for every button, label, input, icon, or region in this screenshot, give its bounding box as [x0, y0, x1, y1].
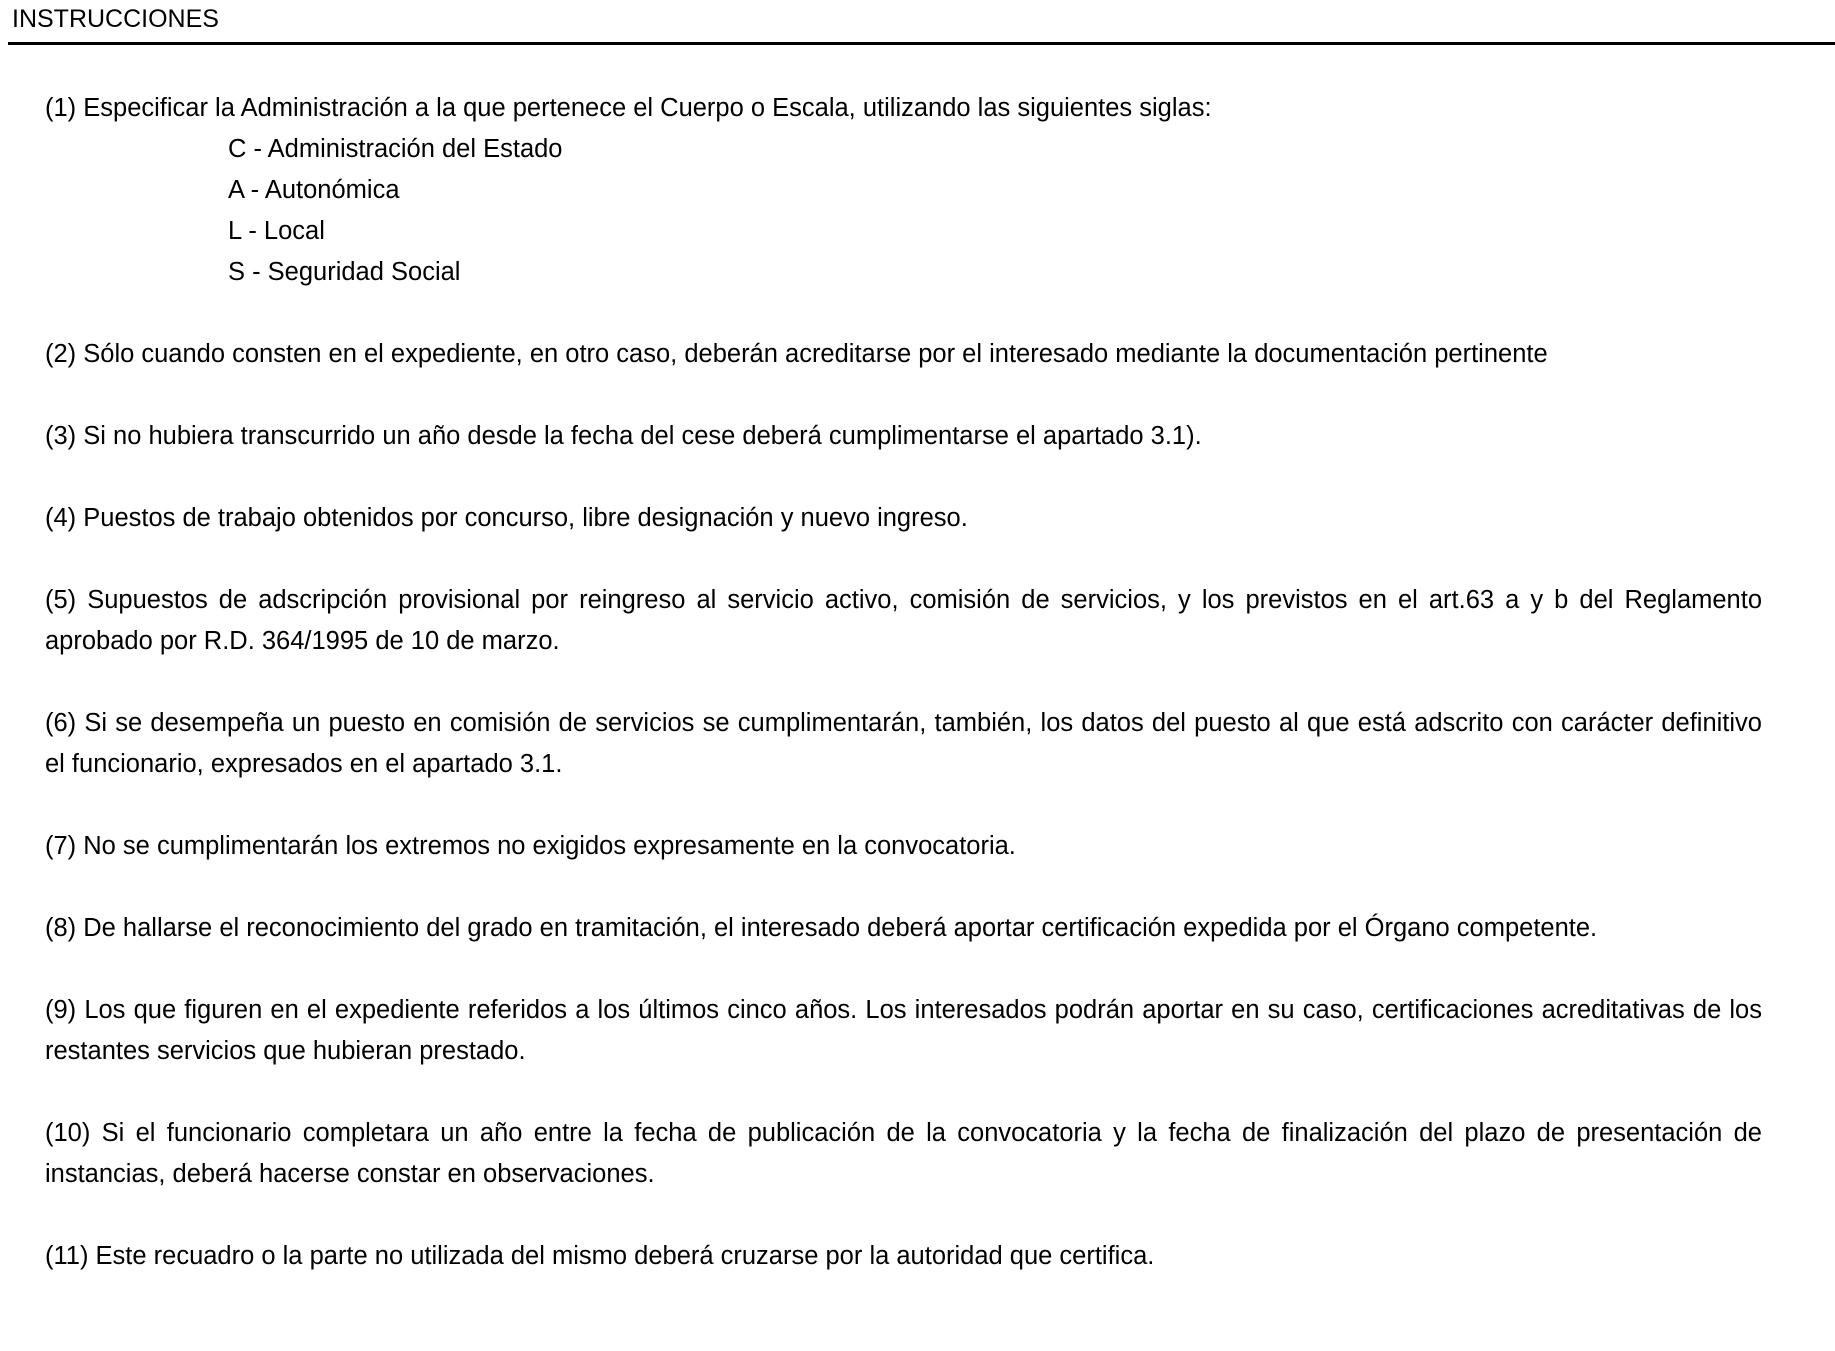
- instruction-3: (3) Si no hubiera transcurrido un año desde la fecha del cese deberá cumplimentarse el apartado 3.1).: [45, 422, 1202, 450]
- title-divider: [8, 42, 1835, 45]
- acronym-item: C - Administración del Estado: [228, 135, 563, 163]
- acronym-item: L - Local: [228, 217, 325, 245]
- instruction-5: (5) Supuestos de adscripción provisional por reingreso al servicio activo, comisión de servicios, y los previstos en el art.63 a y b del Reglamento aprobado por R.D. 364/1995 de 10 de marzo.: [45, 586, 1762, 655]
- instruction-7: (7) No se cumplimentarán los extremos no exigidos expresamente en la convocatoria.: [45, 832, 1016, 860]
- instructions-list: [45, 88, 1762, 1318]
- instruction-11: (11) Este recuadro o la parte no utilizada del mismo deberá cruzarse por la autoridad que certifica.: [45, 1242, 1155, 1270]
- instruction-4: (4) Puestos de trabajo obtenidos por concurso, libre designación y nuevo ingreso.: [45, 504, 968, 532]
- instruction-9: (9) Los que figuren en el expediente referidos a los últimos cinco años. Los interesados podrán aportar en su caso, certificaciones acreditativas de los restantes servicios que hubieran prestado.: [45, 996, 1762, 1065]
- section-title: INSTRUCCIONES: [12, 5, 219, 33]
- instruction-1: [45, 88, 1762, 293]
- instruction-2: (2) Sólo cuando consten en el expediente, en otro caso, deberán acreditarse por el interesado mediante la documentación pertinente: [45, 340, 1548, 368]
- instruction-10: (10) Si el funcionario completara un año entre la fecha de publicación de la convocatoria y la fecha de finalización del plazo de presentación de instancias, deberá hacerse constar en observaciones.: [45, 1119, 1762, 1188]
- acronym-item: A - Autonómica: [228, 176, 400, 204]
- instruction-8: (8) De hallarse el reconocimiento del grado en tramitación, el interesado deberá aportar certificación expedida por el Órgano competente.: [45, 914, 1598, 942]
- instruction-6: (6) Si se desempeña un puesto en comisión de servicios se cumplimentarán, también, los datos del puesto al que está adscrito con carácter definitivo el funcionario, expresados en el apartado 3.1.: [45, 709, 1762, 778]
- acronym-item: S - Seguridad Social: [228, 258, 461, 286]
- instruction-text: (1) Especificar la Administración a la que pertenece el Cuerpo o Escala, utilizando las siguientes siglas:: [45, 94, 1212, 122]
